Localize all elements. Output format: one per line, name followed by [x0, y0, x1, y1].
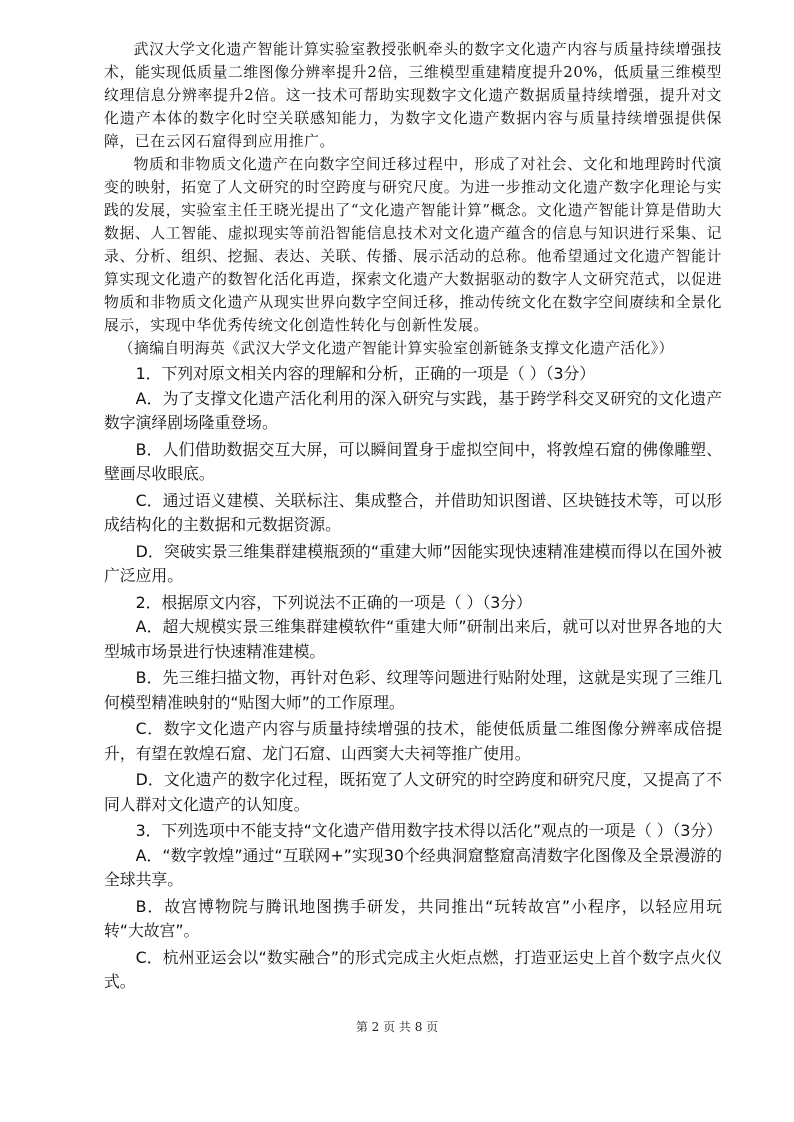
question-3-option-c: C．杭州亚运会以“数实融合”的形式完成主火炬点燃，打造亚运史上首个数字点火仪式。: [104, 947, 722, 991]
page-content: [104, 38, 722, 997]
passage-source: （摘编自明海英《武汉大学文化遗产智能计算实验室创新链条支撑文化遗产活化》）: [118, 340, 674, 357]
question-2-option-b: B．先三维扫描文物，再针对色彩、纹理等问题进行贴附处理，这就是实现了三维几何模型精准映射的“贴图大师”的工作原理。: [104, 668, 722, 712]
passage-paragraph-1: 武汉大学文化遗产智能计算实验室教授张帆牵头的数字文化遗产内容与质量持续增强技术，能实现低质量二维图像分辨率提升2倍，三维模型重建精度提升20%，低质量三维模型纹理信息分辨率提升2倍。这一技术可帮助实现数字文化遗产数据质量持续增强，提升对文化遗产本体的数字化时空关联感知能力，为数字文化遗产数据内容与质量持续增强提供保障，已在云冈石窟得到应用推广。: [104, 41, 722, 150]
passage-paragraph-2: 物质和非物质文化遗产在向数字空间迁移过程中，形成了对社会、文化和地理跨时代演变的映射，拓宽了人文研究的时空跨度与研究尺度。为进一步推动文化遗产数字化理论与实践的发展，实验室主任王晓光提出了“文化遗产智能计算”概念。文化遗产智能计算是借助大数据、人工智能、虚拟现实等前沿智能信息技术对文化遗产蕴含的信息与知识进行采集、记录、分析、组织、挖掘、表达、关联、传播、展示活动的总称。他希望通过文化遗产智能计算实现文化遗产的数智化活化再造，探索文化遗产大数据驱动的数字人文研究范式，以促进物质和非物质文化遗产从现实世界向数字空间迁移，推动传统文化在数字空间赓续和全景化展示，实现中华优秀传统文化创造性转化与创新性发展。: [104, 156, 722, 334]
question-3-stem: 3．下列选项中不能支持“文化遗产借用数字技术得以活化”观点的一项是（ ）（3分）: [135, 821, 723, 840]
question-1: [104, 362, 722, 589]
question-1-option-b: B．人们借助数据交互大屏，可以瞬间置身于虚拟空间中，将敦煌石窟的佛像雕塑、壁画尽收眼底。: [104, 439, 722, 483]
question-2-option-c: C．数字文化遗产内容与质量持续增强的技术，能使低质量二维图像分辨率成倍提升，有望在敦煌石窟、龙门石窟、山西窦大夫祠等推广使用。: [104, 719, 722, 763]
question-2-stem: 2．根据原文内容，下列说法不正确的一项是（ ）（3分）: [135, 592, 532, 612]
question-2: [104, 591, 722, 818]
question-1-stem: 1．下列对原文相关内容的理解和分析，正确的一项是（ ）（3分）: [135, 364, 596, 383]
question-2-option-d: D．文化遗产的数字化过程，既拓宽了人文研究的时空跨度和研究尺度，又提高了不同人群对文化遗产的认知度。: [104, 770, 722, 814]
question-2-option-a: A．超大规模实景三维集群建模软件“重建大师”研制出来后，就可以对世界各地的大型城市场景进行快速精准建模。: [104, 617, 722, 661]
question-1-option-d: D．突破实景三维集群建模瓶颈的“重建大师”因能实现快速精准建模而得以在国外被广泛应用。: [104, 541, 722, 585]
page-footer: 第 2 页 共 8 页: [355, 1020, 439, 1034]
question-3: [104, 819, 722, 995]
question-3-option-a: A．“数字敦煌”通过“互联网+”实现30个经典洞窟整窟高清数字化图像及全景漫游的全球共享。: [104, 845, 722, 889]
question-3-option-b: B．故宫博物院与腾讯地图携手研发，共同推出“玩转故宫”小程序，以轻应用玩转“大故宫”。: [104, 896, 722, 940]
question-1-option-a: A．为了支撑文化遗产活化利用的深入研究与实践，基于跨学科交叉研究的文化遗产数字演绎剧场隆重登场。: [104, 388, 722, 432]
question-1-option-c: C．通过语义建模、关联标注、集成整合，并借助知识图谱、区块链技术等，可以形成结构化的主数据和元数据资源。: [104, 490, 722, 534]
